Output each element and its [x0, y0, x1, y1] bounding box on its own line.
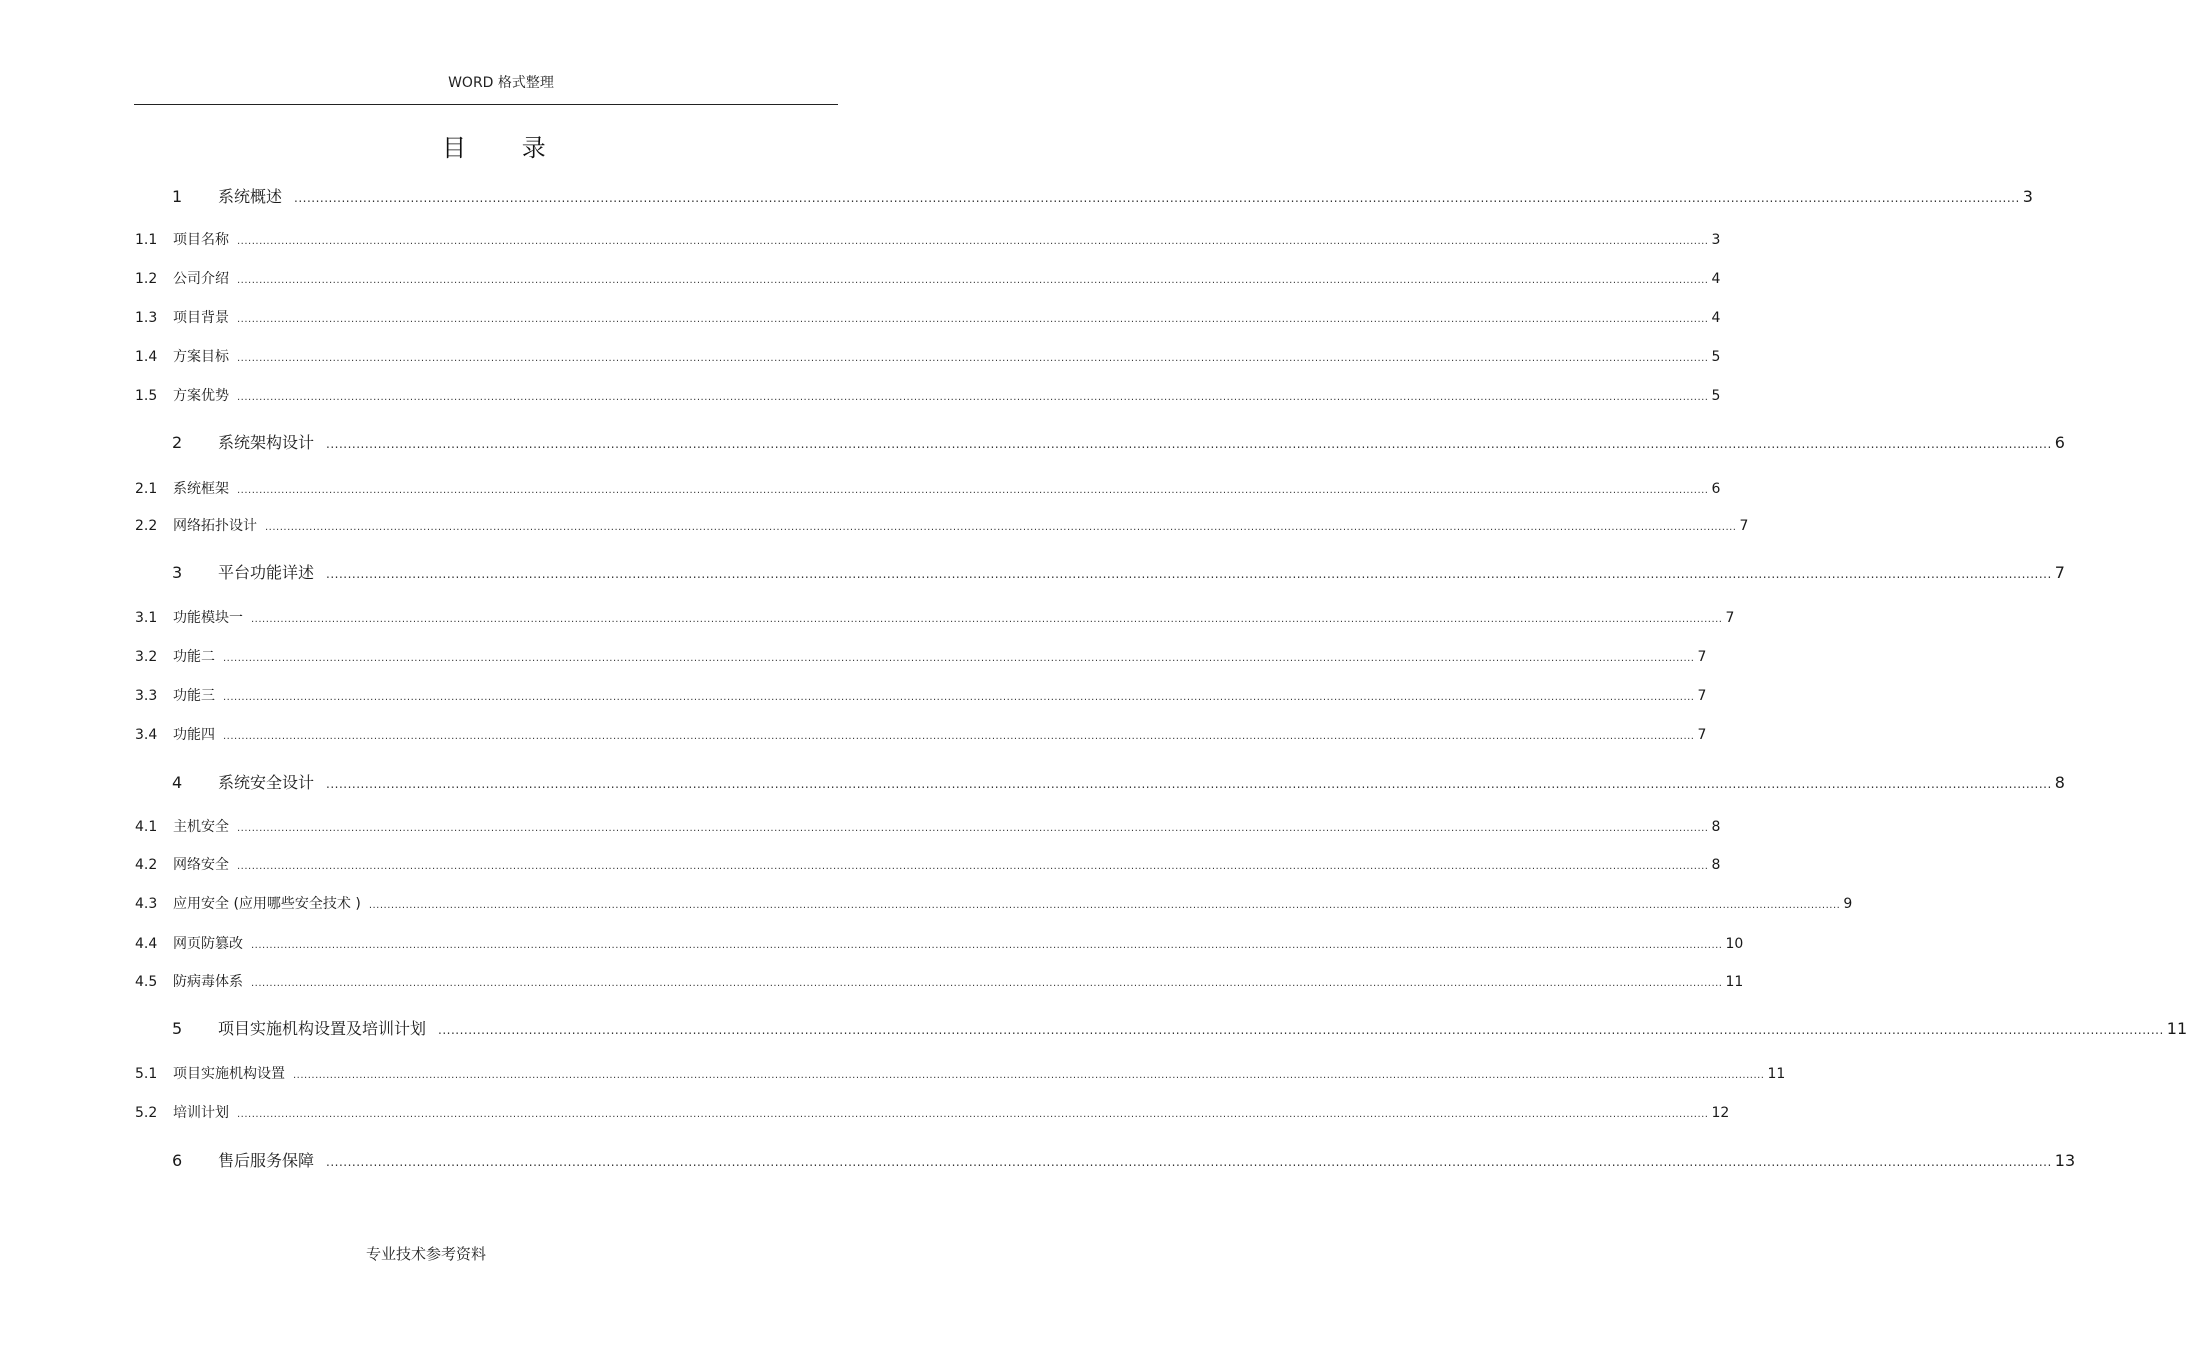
toc-entry-number: 3.3: [135, 688, 158, 704]
toc-entry-label: 系统概述: [218, 187, 283, 206]
toc-section-entry[interactable]: [135, 1063, 1786, 1083]
toc-entry-page-number: 4: [1711, 310, 1721, 326]
toc-section-entry[interactable]: [135, 515, 1749, 535]
toc-entry-page-number: 4: [1711, 271, 1721, 287]
toc-entry-label: 功能四: [173, 727, 215, 743]
toc-entry-page-number: 12: [1711, 1105, 1730, 1121]
toc-entry-label: 公司介绍: [173, 271, 229, 287]
toc-dot-leader: ................................................................................................................................................................................................................................................................................................................................................................................................................: [326, 777, 2052, 791]
toc-dot-leader: ................................................................................................................................................................................................................................................................................................................................................................................................................: [293, 1070, 1765, 1081]
toc-entry-label: 网络拓扑设计: [173, 518, 257, 534]
toc-dot-leader: ................................................................................................................................................................................................................................................................................................................................................................................................................: [237, 275, 1709, 286]
toc-chapter-entry[interactable]: [172, 560, 2065, 583]
toc-entry-page-number: 11: [2166, 1019, 2187, 1038]
toc-entry-number: 4.2: [135, 857, 158, 873]
toc-entry-label: 功能二: [173, 649, 215, 665]
toc-entry-label: 防病毒体系: [173, 974, 243, 990]
toc-entry-label: 功能三: [173, 688, 215, 704]
toc-entry-number: 5.1: [135, 1066, 158, 1082]
toc-entry-label: 项目背景: [173, 310, 229, 326]
toc-section-entry[interactable]: [135, 816, 1721, 836]
toc-entry-label: 网页防篡改: [173, 936, 243, 952]
toc-entry-number: 3: [172, 563, 183, 582]
toc-entry-label: 平台功能详述: [218, 563, 315, 582]
toc-entry-label: 主机安全: [173, 819, 229, 835]
toc-entry-label: 网络安全: [173, 857, 229, 873]
toc-section-entry[interactable]: [135, 229, 1721, 249]
toc-dot-leader: ................................................................................................................................................................................................................................................................................................................................................................................................................: [294, 191, 2020, 205]
toc-entry-number: 3.4: [135, 727, 158, 743]
toc-entry-page-number: 6: [2054, 433, 2065, 452]
toc-dot-leader: ................................................................................................................................................................................................................................................................................................................................................................................................................: [265, 522, 1737, 533]
toc-entry-page-number: 7: [1697, 688, 1707, 704]
toc-entry-label: 系统框架: [173, 481, 229, 497]
toc-entry-label: 项目实施机构设置及培训计划: [218, 1019, 427, 1038]
toc-section-entry[interactable]: [135, 724, 1707, 744]
toc-dot-leader: ................................................................................................................................................................................................................................................................................................................................................................................................................: [237, 236, 1709, 247]
toc-entry-number: 1.5: [135, 388, 158, 404]
toc-dot-leader: ................................................................................................................................................................................................................................................................................................................................................................................................................: [326, 567, 2052, 581]
toc-entry-label: 系统架构设计: [218, 433, 315, 452]
toc-entry-number: 3.1: [135, 610, 158, 626]
toc-dot-leader: ................................................................................................................................................................................................................................................................................................................................................................................................................: [251, 978, 1723, 989]
toc-entry-page-number: 7: [1739, 518, 1749, 534]
toc-entry-number: 4: [172, 773, 183, 792]
toc-dot-leader: ................................................................................................................................................................................................................................................................................................................................................................................................................: [237, 823, 1709, 834]
toc-dot-leader: ................................................................................................................................................................................................................................................................................................................................................................................................................: [326, 437, 2052, 451]
toc-entry-page-number: 8: [1711, 857, 1721, 873]
toc-dot-leader: ................................................................................................................................................................................................................................................................................................................................................................................................................: [237, 1109, 1709, 1120]
toc-chapter-entry[interactable]: [172, 430, 2065, 453]
toc-entry-page-number: 3: [2022, 187, 2033, 206]
toc-section-entry[interactable]: [135, 1102, 1730, 1122]
toc-section-entry[interactable]: [135, 607, 1735, 627]
toc-entry-page-number: 8: [2054, 773, 2065, 792]
header-divider: [134, 104, 838, 105]
toc-entry-page-number: 10: [1725, 936, 1744, 952]
toc-dot-leader: ................................................................................................................................................................................................................................................................................................................................................................................................................: [237, 485, 1709, 496]
toc-entry-page-number: 13: [2054, 1151, 2076, 1170]
toc-chapter-entry[interactable]: [172, 1016, 2187, 1039]
toc-entry-page-number: 3: [1711, 232, 1721, 248]
toc-entry-label: 功能模块一: [173, 610, 243, 626]
toc-dot-leader: ................................................................................................................................................................................................................................................................................................................................................................................................................: [251, 614, 1723, 625]
toc-entry-number: 2: [172, 433, 183, 452]
toc-entry-number: 2.1: [135, 481, 158, 497]
toc-section-entry[interactable]: [135, 346, 1721, 366]
page-footer: 专业技术参考资料: [365, 1245, 486, 1263]
toc-dot-leader: ................................................................................................................................................................................................................................................................................................................................................................................................................: [223, 653, 1695, 664]
toc-entry-number: 4.1: [135, 819, 158, 835]
toc-dot-leader: ................................................................................................................................................................................................................................................................................................................................................................................................................: [251, 940, 1723, 951]
toc-dot-leader: ................................................................................................................................................................................................................................................................................................................................................................................................................: [368, 900, 1841, 911]
toc-entry-label: 方案目标: [173, 349, 229, 365]
toc-title: 目 录: [442, 134, 570, 162]
toc-entry-page-number: 7: [1697, 649, 1707, 665]
toc-entry-label: 培训计划: [173, 1105, 229, 1121]
toc-entry-number: 1.1: [135, 232, 158, 248]
toc-section-entry[interactable]: [135, 268, 1721, 288]
toc-entry-number: 1.4: [135, 349, 158, 365]
toc-entry-page-number: 7: [2054, 563, 2065, 582]
toc-entry-label: 项目实施机构设置: [173, 1066, 285, 1082]
toc-section-entry[interactable]: [135, 646, 1707, 666]
toc-dot-leader: ................................................................................................................................................................................................................................................................................................................................................................................................................: [237, 861, 1709, 872]
toc-dot-leader: ................................................................................................................................................................................................................................................................................................................................................................................................................: [326, 1155, 2052, 1169]
toc-section-entry[interactable]: [135, 854, 1721, 874]
toc-entry-label: 系统安全设计: [218, 773, 315, 792]
toc-entry-number: 1: [172, 187, 183, 206]
toc-entry-number: 6: [172, 1151, 183, 1170]
toc-section-entry[interactable]: [135, 971, 1744, 991]
toc-dot-leader: ................................................................................................................................................................................................................................................................................................................................................................................................................: [237, 353, 1709, 364]
toc-entry-number: 4.4: [135, 936, 158, 952]
toc-section-entry[interactable]: [135, 307, 1721, 327]
toc-dot-leader: ................................................................................................................................................................................................................................................................................................................................................................................................................: [223, 731, 1695, 742]
toc-section-entry[interactable]: [135, 385, 1721, 405]
toc-dot-leader: ................................................................................................................................................................................................................................................................................................................................................................................................................: [223, 692, 1695, 703]
toc-chapter-entry[interactable]: [172, 770, 2065, 793]
toc-entry-number: 5: [172, 1019, 183, 1038]
toc-entry-page-number: 11: [1725, 974, 1744, 990]
toc-entry-page-number: 8: [1711, 819, 1721, 835]
toc-dot-leader: ................................................................................................................................................................................................................................................................................................................................................................................................................: [237, 392, 1709, 403]
toc-dot-leader: ................................................................................................................................................................................................................................................................................................................................................................................................................: [237, 314, 1709, 325]
toc-entry-page-number: 7: [1725, 610, 1735, 626]
toc-entry-number: 3.2: [135, 649, 158, 665]
toc-entry-number: 4.5: [135, 974, 158, 990]
toc-entry-page-number: 6: [1711, 481, 1721, 497]
toc-entry-number: 5.2: [135, 1105, 158, 1121]
toc-entry-page-number: 9: [1843, 896, 1853, 912]
toc-dot-leader: ................................................................................................................................................................................................................................................................................................................................................................................................................: [438, 1023, 2164, 1037]
toc-section-entry[interactable]: [135, 933, 1744, 953]
toc-entry-label: 方案优势: [173, 388, 229, 404]
page-header: WORD 格式整理: [448, 75, 554, 91]
toc-entry-number: 1.3: [135, 310, 158, 326]
toc-entry-label: 项目名称: [173, 232, 229, 248]
toc-entry-label: 应用安全 (应用哪些安全技术 ): [173, 896, 361, 912]
toc-section-entry[interactable]: [135, 893, 1853, 913]
toc-entry-page-number: 11: [1767, 1066, 1786, 1082]
toc-chapter-entry[interactable]: [172, 1148, 2076, 1171]
toc-entry-page-number: 7: [1697, 727, 1707, 743]
toc-entry-page-number: 5: [1711, 349, 1721, 365]
toc-section-entry[interactable]: [135, 685, 1707, 705]
toc-entry-number: 1.2: [135, 271, 158, 287]
toc-entry-number: 2.2: [135, 518, 158, 534]
toc-chapter-entry[interactable]: [172, 184, 2033, 207]
toc-section-entry[interactable]: [135, 478, 1721, 498]
toc-entry-label: 售后服务保障: [218, 1151, 315, 1170]
toc-entry-number: 4.3: [135, 896, 158, 912]
toc-entry-page-number: 5: [1711, 388, 1721, 404]
